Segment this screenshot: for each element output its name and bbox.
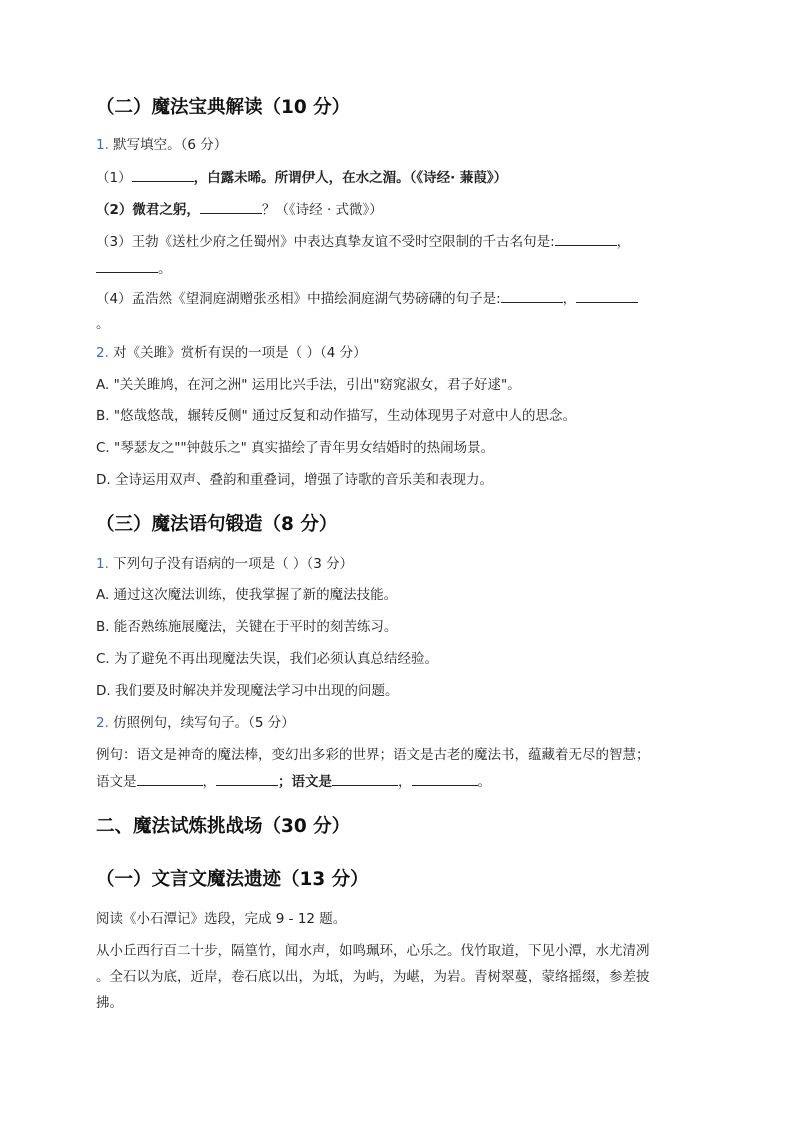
question-text: 下列句子没有语病的一项是（ ）（3 分） <box>108 556 354 572</box>
question-text: 默写填空。（6 分） <box>108 137 228 153</box>
option-b: B. "悠哉悠哉，辗转反侧" 通过反复和动作描写，生动体现男子对意中人的思念。 <box>96 408 577 424</box>
fill-blank-line <box>96 199 383 220</box>
option-c: C. 为了避免不再出现魔法失误，我们必须认真总结经验。 <box>96 651 439 667</box>
item-text: ， <box>202 774 216 790</box>
question-number: 1. <box>96 556 109 572</box>
item-label: （1） <box>96 170 132 186</box>
answer-blank[interactable] <box>576 288 638 303</box>
answer-blank[interactable] <box>200 199 262 214</box>
passage-line: 从小丘西行百二十步，隔篁竹，闻水声，如鸣珮环，心乐之。伐竹取道，下见小潭，水尤清冽 <box>96 943 650 959</box>
item-text: 语文是 <box>96 774 137 790</box>
answer-blank[interactable] <box>332 771 398 786</box>
question-number: 2. <box>96 715 109 731</box>
option-a: A. 通过这次魔法训练，使我掌握了新的魔法技能。 <box>96 587 398 603</box>
answer-blank[interactable] <box>137 771 203 786</box>
item-text: ， <box>562 291 577 307</box>
item-text: 。 <box>158 261 172 277</box>
item-text: 。 <box>477 774 491 790</box>
question-line <box>96 554 353 574</box>
answer-blank[interactable] <box>501 288 563 303</box>
question-text: 仿照例句，续写句子。（5 分） <box>108 715 295 731</box>
answer-blank[interactable] <box>96 258 158 273</box>
section-heading: （一）文言文魔法遗迹（13 分） <box>96 869 369 890</box>
question-number: 2. <box>96 345 109 361</box>
option-d: D. 我们要及时解决并发现魔法学习中出现的问题。 <box>96 683 399 699</box>
question-line <box>96 713 295 733</box>
fill-blank-line <box>96 258 172 279</box>
passage-line: 。全石以为底，近岸，卷石底以出，为坻，为屿，为嵁，为岩。青树翠蔓，蒙络摇缀，参差披 <box>96 969 650 985</box>
option-d: D. 全诗运用双声、叠韵和重叠词，增强了诗歌的音乐美和表现力。 <box>96 472 493 488</box>
item-text: 。 <box>96 316 110 332</box>
question-text: 对《关雎》赏析有误的一项是（ ）（4 分） <box>108 345 367 361</box>
item-text: ；语文是 <box>278 774 332 790</box>
item-text: （4）孟浩然《望洞庭湖赠张丞相》中描绘洞庭湖气势磅礴的句子是: <box>96 291 501 307</box>
reading-instruction: 阅读《小石潭记》选段，完成 9 - 12 题。 <box>96 911 347 927</box>
item-text: ，白露未晞。所谓伊人，在水之湄。（《诗经· 蒹葭》） <box>193 170 508 186</box>
section-heading: （二）魔法宝典解读（10 分） <box>96 97 351 118</box>
fill-blank-line <box>96 314 110 334</box>
question-line <box>96 343 367 363</box>
answer-blank[interactable] <box>216 771 278 786</box>
option-c: C. "琴瑟友之""钟鼓乐之" 真实描绘了青年男女结婚时的热闹场景。 <box>96 440 495 456</box>
passage-line: 拂。 <box>96 995 123 1011</box>
item-text: ， <box>398 774 412 790</box>
fill-blank-line <box>96 288 638 309</box>
option-b: B. 能否熟练施展魔法，关键在于平时的刻苦练习。 <box>96 619 398 635</box>
item-text: ， <box>616 234 631 250</box>
answer-blank[interactable] <box>555 231 617 246</box>
fill-blank-line <box>96 771 491 792</box>
item-text: （2）微君之躬， <box>96 202 200 218</box>
section-heading: （三）魔法语句锻造（8 分） <box>96 514 338 535</box>
item-text: ？（《诗经 · 式微》） <box>261 202 383 218</box>
item-text: （3）王勃《送杜少府之任蜀州》中表达真挚友谊不受时空限制的千古名句是: <box>96 234 555 250</box>
option-a: A. "关关雎鸠，在河之洲" 运用比兴手法，引出"窈窕淑女，君子好逑"。 <box>96 377 521 393</box>
example-sentence: 例句：语文是神奇的魔法棒，变幻出多彩的世界；语文是古老的魔法书，蕴藏着无尽的智慧； <box>96 747 650 763</box>
fill-blank-line <box>96 231 630 252</box>
answer-blank[interactable] <box>132 167 194 182</box>
part-heading: 二、魔法试炼挑战场（30 分） <box>96 816 351 837</box>
fill-blank-line <box>96 167 507 188</box>
question-number: 1. <box>96 137 109 153</box>
answer-blank[interactable] <box>412 771 478 786</box>
question-line <box>96 135 227 155</box>
